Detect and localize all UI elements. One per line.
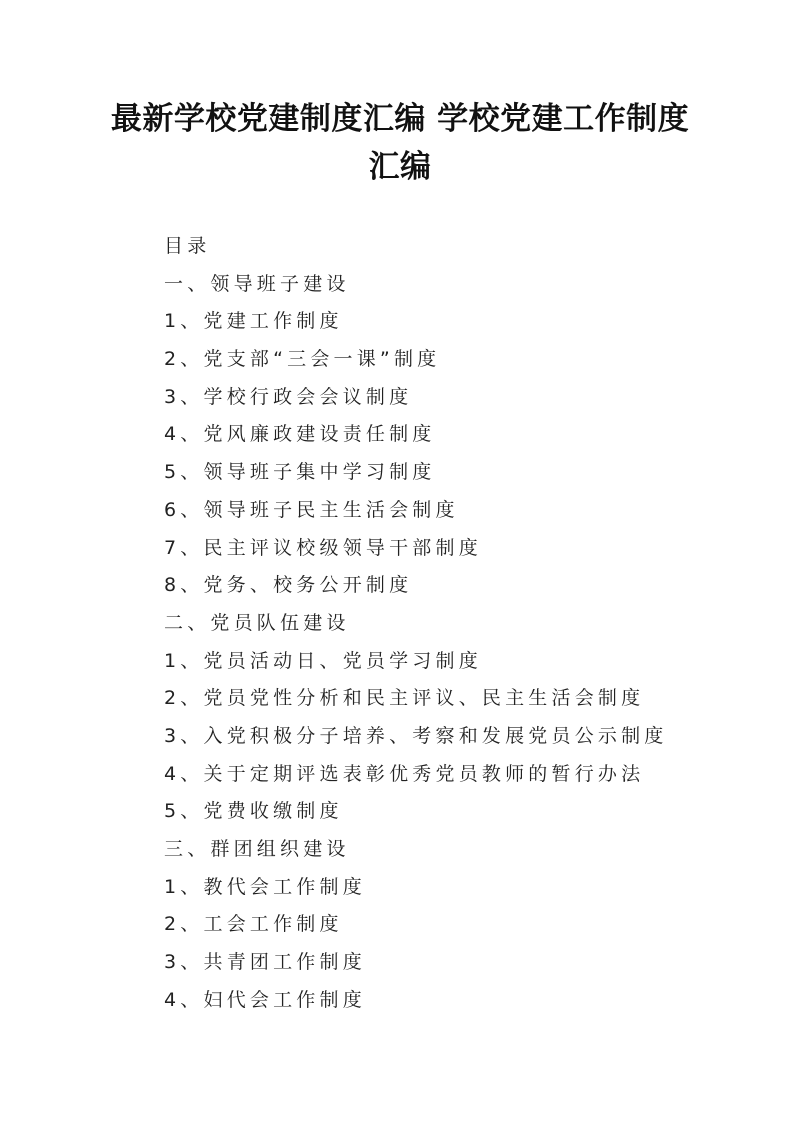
toc-section-heading: 三、群团组织建设 [164, 838, 350, 860]
toc-item: 1、党建工作制度 [164, 310, 343, 333]
toc-item: 2、党支部“三会一课”制度 [164, 348, 441, 371]
toc-heading: 目录 [164, 235, 211, 257]
toc-section-heading: 一、领导班子建设 [164, 272, 350, 295]
toc-item: 4、党风廉政建设责任制度 [164, 423, 436, 446]
toc-item: 3、共青团工作制度 [164, 951, 366, 974]
document-title-line-2: 汇编 [368, 149, 432, 185]
document-title [90, 95, 710, 191]
toc-item: 6、领导班子民主生活会制度 [164, 498, 459, 521]
toc-item: 7、民主评议校级领导干部制度 [164, 536, 482, 559]
toc-item: 5、党费收缴制度 [164, 800, 343, 823]
toc-item: 4、关于定期评选表彰优秀党员教师的暂行办法 [164, 762, 645, 785]
toc-item: 2、工会工作制度 [164, 913, 343, 936]
toc-item: 3、学校行政会会议制度 [164, 385, 413, 408]
toc-item: 1、教代会工作制度 [164, 875, 366, 898]
toc-item: 8、党务、校务公开制度 [164, 574, 413, 597]
document-title-line-1: 最新学校党建制度汇编 学校党建工作制度 [110, 101, 690, 137]
toc-section-heading: 二、党员队伍建设 [164, 611, 350, 634]
toc-item: 4、妇代会工作制度 [164, 988, 366, 1011]
table-of-contents [164, 228, 724, 1019]
toc-item: 3、入党积极分子培养、考察和发展党员公示制度 [164, 724, 668, 747]
toc-item: 2、党员党性分析和民主评议、民主生活会制度 [164, 687, 645, 710]
toc-item: 5、领导班子集中学习制度 [164, 461, 436, 484]
toc-item: 1、党员活动日、党员学习制度 [164, 649, 482, 672]
